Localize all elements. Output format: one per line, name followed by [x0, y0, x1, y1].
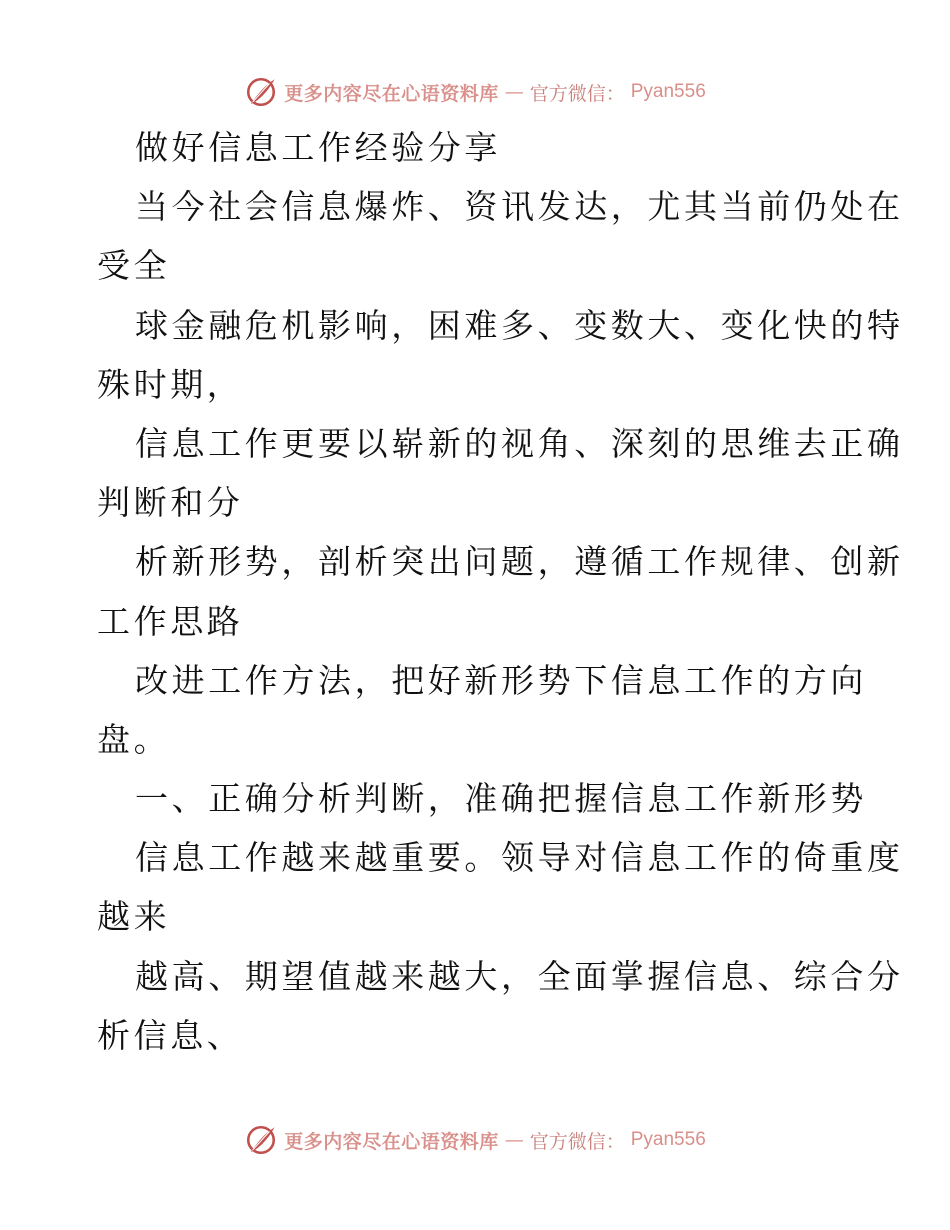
paragraph-line: 受全 [97, 246, 171, 286]
paragraph-line: 改进工作方法，把好新形势下信息工作的方向 [135, 660, 867, 700]
paragraph-line: 球金融危机影响，困难多、变数大、变化快的特 [135, 305, 904, 345]
paragraph-line: 越来 [97, 897, 171, 937]
quill-pen-logo-icon [244, 75, 278, 109]
watermark-wechat-id: Pyan556 [630, 1129, 706, 1150]
paragraph-line: 越高、期望值越来越大，全面掌握信息、综合分 [135, 956, 904, 996]
watermark-official-label: 官方微信： [529, 82, 625, 105]
paragraph-line: 殊时期， [97, 364, 244, 404]
section-heading: 一、正确分析判断，准确把握信息工作新形势 [135, 779, 867, 819]
watermark-dash: — [504, 1129, 524, 1151]
paragraph-line: 信息工作更要以崭新的视角、深刻的思维去正确 [135, 423, 904, 463]
watermark-brand-text: 更多内容尽在心语资料库 [284, 82, 499, 105]
footer-watermark [0, 1118, 950, 1162]
paragraph-line: 当今社会信息爆炸、资讯发达，尤其当前仍处在 [135, 187, 904, 227]
paragraph-line: 判断和分 [97, 483, 244, 523]
paragraph-line: 信息工作越来越重要。领导对信息工作的倚重度 [135, 838, 904, 878]
watermark-official-label: 官方微信： [529, 1130, 625, 1153]
quill-pen-logo-icon [244, 1123, 278, 1157]
document-title: 做好信息工作经验分享 [135, 128, 501, 167]
paragraph-line: 盘。 [97, 719, 171, 759]
watermark-dash: — [504, 81, 524, 103]
paragraph-line: 析新形势，剖析突出问题，遵循工作规律、创新 [135, 542, 904, 582]
paragraph-line: 析信息、 [97, 1015, 244, 1055]
header-watermark [0, 70, 950, 114]
paragraph-line: 工作思路 [97, 601, 244, 641]
watermark-wechat-id: Pyan556 [630, 81, 706, 102]
watermark-brand-text: 更多内容尽在心语资料库 [284, 1130, 499, 1153]
document-body [0, 118, 950, 1065]
